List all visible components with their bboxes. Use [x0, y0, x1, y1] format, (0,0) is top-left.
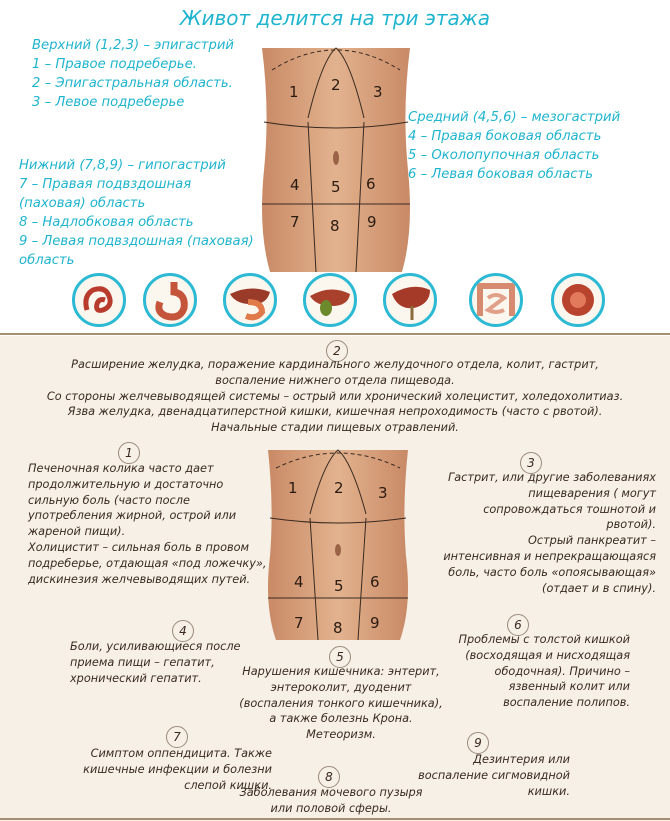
region-label-5: 5 — [334, 577, 344, 595]
upper-item-1: 1 – Правое подреберье. — [32, 57, 197, 72]
desc-2-line: Язва желудка, двенадцатиперстной кишки, кишечная непроходимость (часто с рвотой). — [67, 405, 603, 419]
marker-6: 6 — [507, 614, 529, 636]
desc-1-line: продолжительную и достаточно — [28, 477, 224, 491]
middle-item-5: 5 – Околопупочная область — [408, 148, 600, 163]
region-label-6: 6 — [370, 573, 380, 591]
lower-item-9: 9 – Левая подвздошная (паховая) — [19, 234, 254, 249]
middle-zone-legend — [408, 108, 620, 184]
desc-5-line: (воспаления тонкого кишечника), — [239, 696, 443, 710]
marker-8: 8 — [318, 766, 340, 788]
desc-4-line: приема пищи – гепатит, — [70, 655, 215, 669]
desc-1-block — [28, 461, 268, 587]
middle-item-4: 4 – Правая боковая область — [408, 129, 602, 144]
desc-6-line: язвенный колит или — [508, 680, 630, 694]
desc-2-line: Со стороны желчевыводящей системы – острый или хронический холецистит, холедохолитиаз. — [46, 389, 624, 403]
region-label-7: 7 — [290, 213, 300, 231]
desc-7-line: кишечные инфекции и болезни — [83, 762, 272, 776]
desc-8-line: или половой сферы. — [270, 801, 392, 815]
desc-1-line: дискинезия желчевыводящих путей. — [28, 572, 251, 586]
liver-stomach-icon — [223, 273, 277, 327]
colon-icon — [469, 273, 523, 327]
bottom-border — [0, 818, 670, 820]
region-label-9: 9 — [367, 213, 377, 231]
desc-9-line: воспаление сигмовидной — [418, 768, 570, 782]
desc-3-line: интенсивная и непрекращающаяся — [443, 549, 656, 563]
desc-5-line: Нарушения кишечника: энтерит, — [242, 665, 440, 678]
desc-1-line: Печеночная колика часто дает — [28, 462, 214, 475]
lower-item-8: 8 – Надлобковая область — [19, 215, 194, 230]
marker-5: 5 — [329, 646, 351, 668]
region-label-1: 1 — [289, 83, 299, 101]
page-title: Живот делится на три этажа — [179, 6, 491, 30]
intestine-icon — [72, 273, 126, 327]
section-divider — [0, 333, 670, 335]
desc-6-line: Проблемы с толстой кишкой — [458, 633, 630, 646]
region-label-8: 8 — [330, 217, 340, 235]
region-label-3: 3 — [378, 484, 388, 502]
desc-2-block — [40, 357, 630, 436]
desc-1-line: употребления жирной, острой или — [28, 509, 237, 523]
desc-9-line: кишки. — [527, 784, 570, 798]
middle-item-6: 6 – Левая боковая область — [408, 167, 594, 182]
lower-zone-header: Нижний (7,8,9) – гипогастрий — [19, 158, 226, 173]
desc-1-line: сильную боль (часто после — [28, 493, 190, 507]
liver-icon — [383, 273, 437, 327]
marker-4: 4 — [172, 620, 194, 642]
desc-6-line: (восходящая и нисходящая — [465, 648, 630, 662]
upper-zone-legend — [32, 36, 234, 112]
desc-6-line: воспаление полипов. — [503, 696, 630, 710]
marker-2-top: 2 — [326, 340, 348, 362]
desc-3-line: сопровождаться тошнотой и — [483, 502, 656, 516]
desc-8-line: Заболевания мочевого пузыря — [239, 786, 423, 799]
marker-1: 1 — [118, 442, 140, 464]
desc-3-line: рвотой). — [606, 518, 656, 532]
marker-7: 7 — [166, 726, 188, 748]
lower-item-7-cont: (паховая) область — [19, 196, 146, 211]
desc-5-line: а также болезнь Крона. — [269, 712, 413, 726]
desc-1-line: жареной пищи). — [28, 525, 126, 539]
lower-item-9-cont: область — [19, 253, 75, 268]
region-label-8: 8 — [333, 619, 343, 637]
upper-item-3: 3 – Левое подреберье — [32, 95, 185, 110]
desc-6-line: ободочная). Причино – — [494, 664, 630, 678]
marker-9: 9 — [467, 732, 489, 754]
desc-2-line: воспаление нижнего отдела пищевода. — [215, 373, 455, 387]
region-label-9: 9 — [370, 614, 380, 632]
region-label-2: 2 — [334, 479, 344, 497]
bladder-icon — [551, 273, 605, 327]
desc-3-line: пищеварения ( могут — [528, 486, 656, 500]
gallbladder-icon — [303, 273, 357, 327]
desc-3-line: (отдает и в спину). — [542, 581, 656, 595]
desc-4-line: хронический гепатит. — [70, 671, 202, 685]
middle-zone-header: Средний (4,5,6) – мезогастрий — [408, 110, 621, 125]
abdomen-diagram-bottom — [258, 446, 418, 640]
desc-9-block — [400, 752, 570, 799]
region-label-5: 5 — [331, 178, 341, 196]
region-label-2: 2 — [331, 76, 341, 94]
desc-4-line: Боли, усиливающиеся после — [70, 640, 241, 653]
desc-3-block — [420, 470, 656, 596]
desc-5-line: энтероколит, дуоденит — [270, 680, 412, 694]
desc-3-line: Острый панкреатит – — [527, 534, 656, 548]
region-label-3: 3 — [373, 83, 383, 101]
desc-2-line: Расширение желудка, поражение кардинального желудочного отдела, колит, гастрит, — [71, 358, 599, 371]
region-label-4: 4 — [294, 573, 304, 591]
upper-zone-header: Верхний (1,2,3) – эпигастрий — [32, 38, 234, 53]
region-label-1: 1 — [288, 479, 298, 497]
desc-1-line: Холицистит – сильная боль в провом — [28, 540, 250, 554]
region-label-7: 7 — [294, 614, 304, 632]
stomach-icon — [143, 273, 197, 327]
desc-5-line: Метеоризм. — [306, 728, 376, 742]
desc-3-line: боль, часто боль «опоясывающая» — [448, 565, 656, 579]
desc-7-line: Симптом оппендицита. Также — [90, 747, 272, 760]
desc-9-line: Дезинтерия или — [473, 753, 570, 766]
desc-2-line: Начальные стадии пищевых отравлений. — [211, 421, 459, 435]
desc-1-line: подреберье, отдающая «под ложечку», — [28, 556, 267, 570]
lower-zone-legend — [19, 156, 254, 270]
desc-3-line: Гастрит, или другие заболеваниях — [447, 471, 656, 484]
desc-7-line: слепой кишки. — [184, 778, 272, 792]
marker-3: 3 — [520, 452, 542, 474]
desc-6-block — [418, 632, 630, 711]
region-label-4: 4 — [290, 176, 300, 194]
lower-item-7: 7 – Правая подвздошная — [19, 177, 192, 192]
region-label-6: 6 — [366, 175, 376, 193]
abdomen-diagram-top — [252, 40, 420, 272]
upper-item-2: 2 – Эпигастральная область. — [32, 76, 233, 91]
